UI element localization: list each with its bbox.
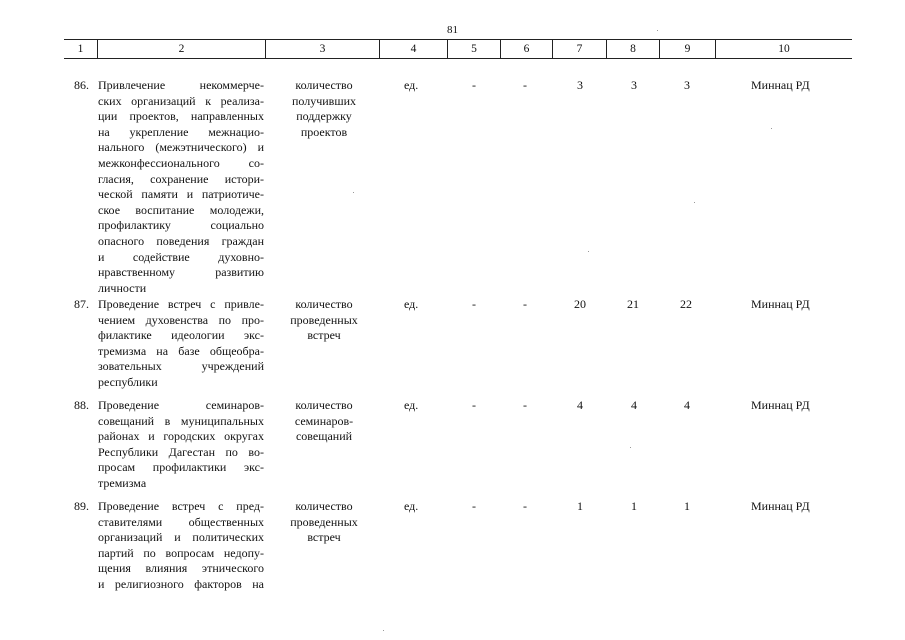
indicator-line: встреч — [307, 328, 341, 343]
description-line: просам профилактики экс- — [98, 460, 264, 475]
description-line: Проведение встреч с пред- — [98, 499, 264, 513]
description-line: ставителями общественных — [98, 514, 264, 529]
row-executor: Миннац РД — [751, 499, 810, 513]
scan-speck — [630, 447, 631, 448]
row-col5: - — [472, 78, 476, 92]
row-indicator — [272, 398, 376, 445]
description-line: чением духовенства по про- — [98, 312, 264, 327]
row-col6: - — [523, 499, 527, 513]
row-col8: 3 — [631, 78, 637, 92]
scan-speck — [588, 251, 589, 252]
indicator-line: проведенных — [290, 514, 358, 529]
header-col-8: 8 — [607, 40, 660, 58]
header-col-2: 2 — [98, 40, 266, 58]
scan-speck — [694, 202, 695, 203]
header-col-10: 10 — [778, 43, 790, 55]
row-col8: 4 — [631, 398, 637, 412]
description-line: Привлечение некоммерче- — [98, 78, 264, 92]
row-unit: ед. — [404, 499, 419, 513]
description-line: тремизма на базе общеобра- — [98, 343, 264, 358]
row-indicator — [272, 499, 376, 546]
row-col9: 1 — [684, 499, 690, 513]
description-line: Проведение встреч с привле- — [98, 297, 264, 311]
scan-speck — [383, 630, 384, 631]
row-indicator — [272, 297, 376, 344]
row-executor: Миннац РД — [751, 297, 810, 311]
row-unit: ед. — [404, 297, 419, 311]
description-line: организаций и политических — [98, 530, 264, 545]
row-col5: - — [472, 297, 476, 311]
row-number: 89. — [74, 499, 89, 513]
indicator-line: поддержку — [296, 109, 352, 124]
scan-speck — [657, 30, 658, 31]
indicator-line: количество — [295, 78, 353, 92]
description-line: ских организаций к реализа- — [98, 93, 264, 108]
description-line: зовательных учреждений — [98, 359, 264, 374]
row-number: 88. — [74, 398, 89, 412]
header-col-3: 3 — [266, 40, 380, 58]
description-line: филактике идеологии экс- — [98, 328, 264, 343]
row-executor: Миннац РД — [751, 398, 810, 412]
row-col9: 4 — [684, 398, 690, 412]
description-line: ции проектов, направленных — [98, 109, 264, 124]
row-col6: - — [523, 78, 527, 92]
row-col6: - — [523, 297, 527, 311]
indicator-line: количество — [295, 297, 353, 311]
description-line: личности — [98, 280, 147, 295]
row-description — [98, 78, 264, 296]
description-line: Проведение семинаров- — [98, 398, 264, 412]
row-col7: 1 — [577, 499, 583, 513]
row-col7: 3 — [577, 78, 583, 92]
indicator-line: семинаров- — [294, 413, 354, 428]
description-line: гласия, сохранение истори- — [98, 171, 264, 186]
description-line: на укрепление межнацио- — [98, 124, 264, 139]
description-line: опасного поведения граждан — [98, 233, 264, 248]
description-line: межконфессионального со- — [98, 155, 264, 170]
description-line: совещаний в муниципальных — [98, 413, 264, 428]
row-col7: 20 — [574, 297, 586, 311]
row-col6: - — [523, 398, 527, 412]
description-line: нального (межэтнического) и — [98, 140, 264, 155]
header-col-1: 1 — [64, 40, 98, 58]
row-executor: Миннац РД — [751, 78, 810, 92]
description-line: Республики Дагестан по во- — [98, 444, 264, 459]
row-number: 86. — [74, 78, 89, 92]
description-line: и содействие духовно- — [98, 249, 264, 264]
description-line: тремизма — [98, 475, 147, 490]
row-col8: 1 — [631, 499, 637, 513]
description-line: нравственному развитию — [98, 265, 264, 280]
row-number: 87. — [74, 297, 89, 311]
description-line: республики — [98, 374, 158, 389]
header-col-4: 4 — [380, 40, 448, 58]
indicator-line: получивших — [291, 93, 357, 108]
row-description — [98, 499, 264, 593]
row-unit: ед. — [404, 398, 419, 412]
indicator-line: встреч — [307, 530, 341, 545]
indicator-line: количество — [295, 499, 353, 513]
row-col9: 3 — [684, 78, 690, 92]
row-indicator — [272, 78, 376, 140]
description-line: ческой памяти и патриотиче- — [98, 187, 264, 202]
description-line: профилактику социально — [98, 218, 264, 233]
row-description — [98, 398, 264, 492]
description-line: и религиозного факторов на — [98, 576, 264, 591]
header-col-6: 6 — [501, 40, 553, 58]
row-col8: 21 — [627, 297, 639, 311]
scan-speck — [771, 128, 772, 129]
indicator-line: проведенных — [290, 312, 358, 327]
header-col-5: 5 — [448, 40, 501, 58]
description-line: партий по вопросам недопу- — [98, 545, 264, 560]
indicator-line: количество — [295, 398, 353, 412]
row-unit: ед. — [404, 78, 419, 92]
row-description — [98, 297, 264, 391]
indicator-line: совещаний — [295, 429, 353, 444]
row-col5: - — [472, 398, 476, 412]
indicator-line: проектов — [300, 124, 348, 139]
header-col-7: 7 — [553, 40, 607, 58]
header-col-9: 9 — [660, 40, 716, 58]
description-line: ское воспитание молодежи, — [98, 202, 264, 217]
row-col5: - — [472, 499, 476, 513]
table-header — [64, 39, 852, 59]
scan-speck — [353, 192, 354, 193]
row-col9: 22 — [680, 297, 692, 311]
page-number: 81 — [447, 24, 458, 36]
description-line: щения влияния этнического — [98, 561, 264, 576]
description-line: районах и городских округах — [98, 429, 264, 444]
row-col7: 4 — [577, 398, 583, 412]
